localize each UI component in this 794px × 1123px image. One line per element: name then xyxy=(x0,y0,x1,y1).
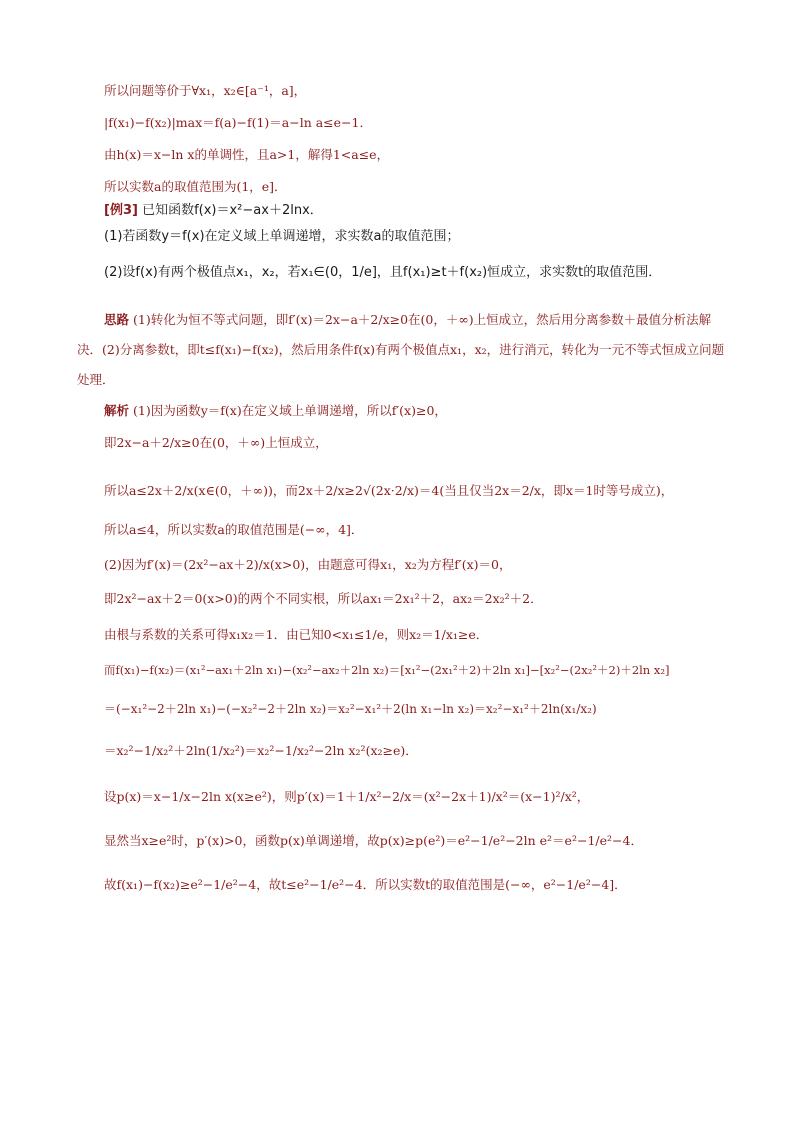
text-line-10: 即2x−a＋2/x≥0在(0，＋∞)上恒成立， xyxy=(104,435,328,450)
example-tag: [例3] xyxy=(104,203,138,218)
example-3-statement xyxy=(104,202,323,220)
text-line-16: 而f(x₁)−f(x₂)＝(x₁²−ax₁＋2ln x₁)−(x₂²−ax₂＋2ln x₂)＝[x₁²−(2x₁²＋2)＋2ln x₁]−[x₂²−(2x₂²＋2)＋2ln x₂] xyxy=(104,663,670,677)
text-line-20: 显然当x≥e²时，p′(x)>0，函数p(x)单调递增，故p(x)≥p(e²)＝e²−1/e²−2ln e²＝e²−1/e²−4． xyxy=(104,833,643,848)
text-line-2: |f(x₁)−f(x₂)|max＝f(a)−f(1)＝a−ln a≤e−1． xyxy=(104,115,372,130)
text-line-1: 所以问题等价于∀x₁，x₂∈[a⁻¹，a]， xyxy=(104,83,307,98)
text-line-18: ＝x₂²−1/x₂²＋2ln(1/x₂²)＝x₂²−1/x₂²−2ln x₂²(x₂≥e)． xyxy=(104,743,418,758)
text-line-13: (2)因为f′(x)＝(2x²−ax＋2)/x(x>0)，由题意可得x₁，x₂为方程f′(x)＝0， xyxy=(104,557,512,572)
analysis-line-1 xyxy=(104,402,447,420)
text-line-11: 所以a≤2x＋2/x(x∈(0，＋∞))，而2x＋2/x≥2√(2x·2/x)＝4(当且仅当2x＝2/x，即x＝1时等号成立)， xyxy=(104,483,674,498)
text-line-21: 故f(x₁)−f(x₂)≥e²−1/e²−4，故t≤e²−1/e²−4．所以实数t的取值范围是(−∞，e²−1/e²−4]． xyxy=(104,877,627,892)
idea-text: (1)转化为恒不等式问题，即f′(x)＝2x−a＋2/x≥0在(0，＋∞)上恒成立，然后用分离参数＋最值分析法解决．(2)分离参数t，即t≤f(x₁)−f(x₂)，然后用条件f(x)有两个极值点x₁，x₂，进行消元，转化为一元不等式恒成立问题处理． xyxy=(77,312,725,387)
idea-tag: 思路 xyxy=(104,312,130,327)
text-line-14: 即2x²−ax＋2＝0(x>0)的两个不同实根，所以ax₁＝2x₁²＋2，ax₂＝2x₂²＋2． xyxy=(104,591,543,606)
question-part-2: (2)设f(x)有两个极值点x₁，x₂，若x₁∈(0，1/e]，且f(x₁)≥t＋f(x₂)恒成立，求实数t的取值范围． xyxy=(104,265,662,280)
example-statement-text: 已知函数f(x)＝x²−ax＋2lnx． xyxy=(142,203,323,218)
analysis-tag: 解析 xyxy=(104,403,130,418)
text-line-17: ＝(−x₁²−2＋2ln x₁)−(−x₂²−2＋2ln x₂)＝x₂²−x₁²＋2(ln x₁−ln x₂)＝x₂²−x₁²＋2ln(x₁/x₂) xyxy=(104,702,597,716)
question-part-1: (1)若函数y＝f(x)在定义域上单调递增，求实数a的取值范围； xyxy=(104,229,460,244)
text-line-12: 所以a≤4，所以实数a的取值范围是(−∞，4]． xyxy=(104,522,364,537)
idea-paragraph xyxy=(77,305,727,395)
text-line-15: 由根与系数的关系可得x₁x₂＝1．由已知0<x₁≤1/e，则x₂＝1/x₁≥e． xyxy=(104,627,489,642)
text-line-4: 所以实数a的取值范围为(1，e]． xyxy=(104,179,287,194)
text-line-3: 由h(x)＝x−ln x的单调性，且a>1，解得1<a≤e， xyxy=(104,147,390,162)
text-line-19: 设p(x)＝x−1/x−2ln x(x≥e²)，则p′(x)＝1＋1/x²−2/x＝(x²−2x＋1)/x²＝(x−1)²/x²， xyxy=(104,789,590,804)
analysis-text: (1)因为函数y＝f(x)在定义域上单调递增，所以f′(x)≥0， xyxy=(133,403,447,418)
